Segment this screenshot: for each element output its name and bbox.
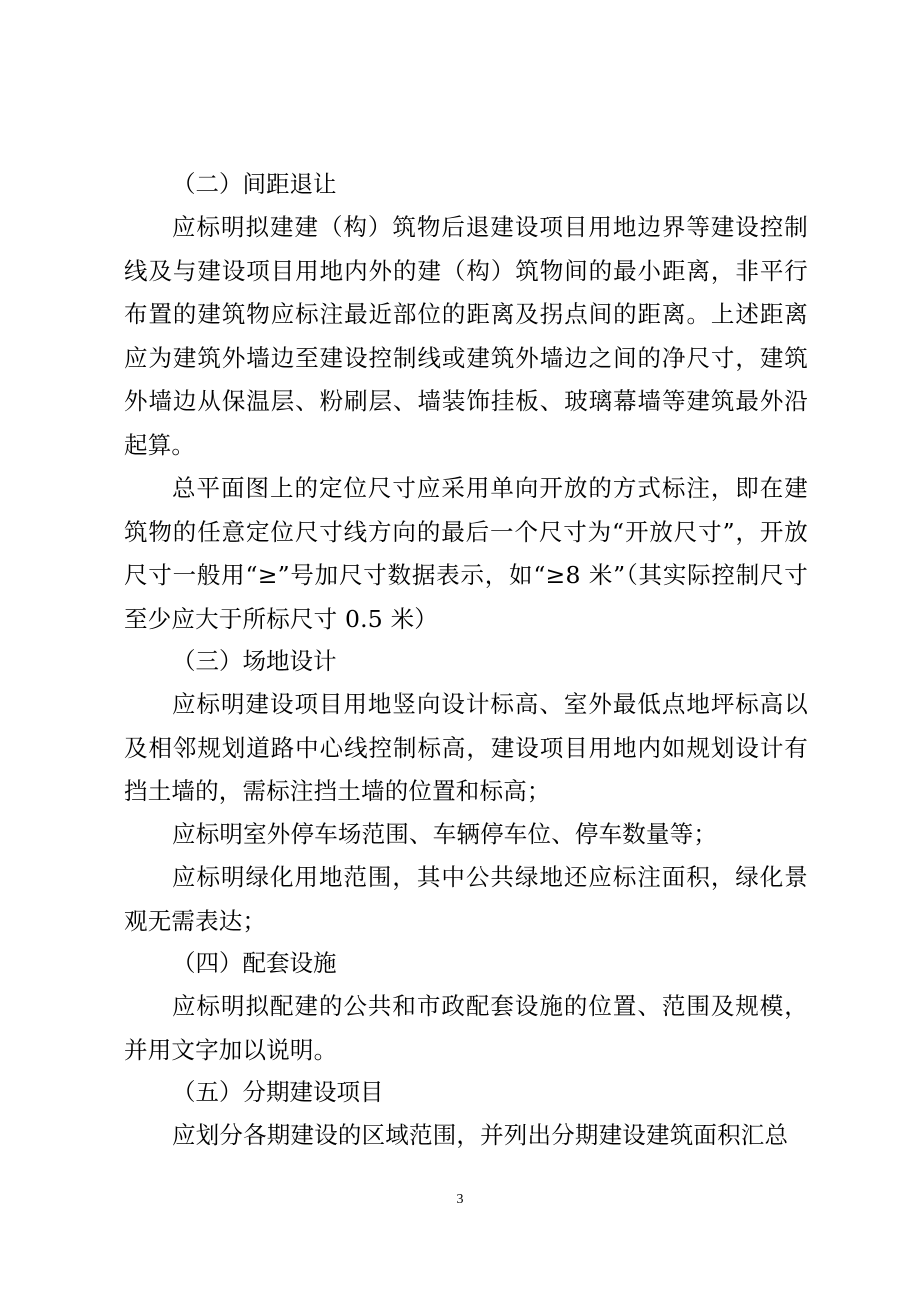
section-heading-site-design: （三）场地设计: [172, 647, 337, 675]
section-heading-facilities: （四）配套设施: [172, 949, 337, 977]
paragraph-green-space: 应标明绿化用地范围，其中公共绿地还应标注面积，绿化景观无需表达；: [124, 863, 808, 935]
page-number: 3: [456, 1192, 464, 1207]
paragraph-setback-requirements: 应标明拟建建（构）筑物后退建设项目用地边界等建设控制线及与建设项目用地内外的建（构）筑物间的最小距离，非平行布置的建筑物应标注最近部位的距离及拐点间的距离。上述距离应为建筑外墙边至建设控制线或建筑外墙边之间的净尺寸，建筑外墙边从保温层、粉刷层、墙装饰挂板、玻璃幕墙等建筑最外沿起算。: [124, 213, 808, 459]
paragraph-elevations: 应标明建设项目用地竖向设计标高、室外最低点地坪标高以及相邻规划道路中心线控制标高，建设项目用地内如规划设计有挡土墙的，需标注挡土墙的位置和标高；: [124, 690, 808, 806]
section-heading-spacing: （二）间距退让: [172, 170, 337, 198]
section-heading-phased-projects: （五）分期建设项目: [172, 1078, 384, 1106]
paragraph-phased-projects: 应划分各期建设的区域范围，并列出分期建设建筑面积汇总: [172, 1121, 789, 1149]
paragraph-parking: 应标明室外停车场范围、车辆停车位、停车数量等；: [172, 820, 718, 848]
paragraph-facilities: 应标明拟配建的公共和市政配套设施的位置、范围及规模，并用文字加以说明。: [124, 992, 808, 1064]
paragraph-positioning-dimensions: 总平面图上的定位尺寸应采用单向开放的方式标注，即在建筑物的任意定位尺寸线方向的最后一个尺寸为“开放尺寸”，开放尺寸一般用“≥”号加尺寸数据表示，如“≥8 米”（其实际控制尺寸至少应大于所标尺寸 0.5 米）: [124, 474, 808, 633]
